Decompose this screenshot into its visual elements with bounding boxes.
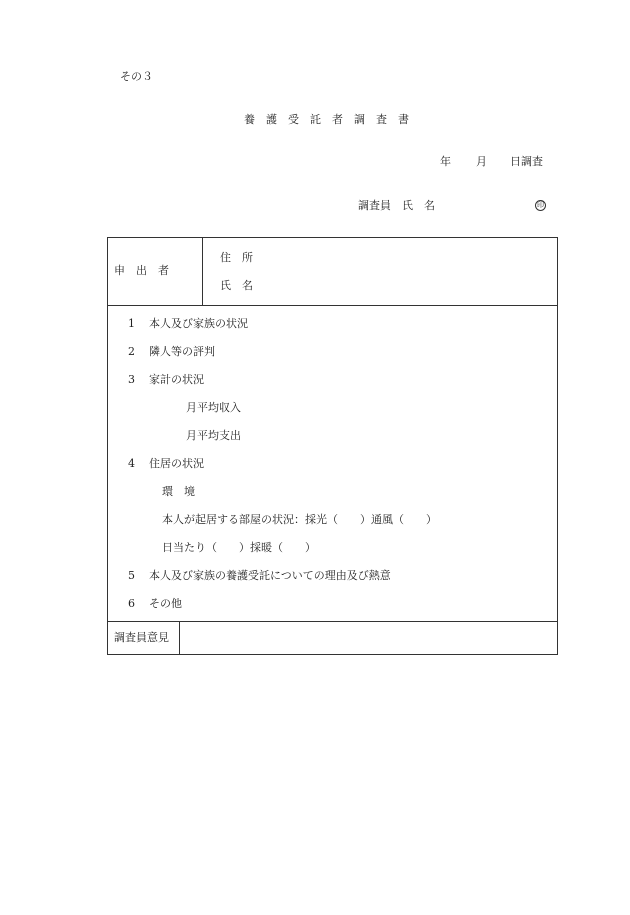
item-number: 2 (128, 345, 135, 358)
item-number: 3 (128, 373, 135, 386)
item-household-finances: 家計の状況 (149, 373, 204, 386)
sunlight-heating-label: 日当たり（ ）採暖（ ） (162, 541, 316, 554)
item-family-status: 本人及び家族の状況 (149, 317, 248, 330)
room-conditions-label: 本人が起居する部屋の状況：採光（ ）通風（ ） (162, 513, 437, 526)
item-number: 1 (128, 317, 135, 330)
row-divider (107, 305, 558, 306)
column-divider (202, 237, 203, 305)
title-char: 受 (288, 113, 299, 126)
page-title (244, 114, 420, 125)
item-number: 5 (128, 569, 135, 582)
investigator-name-label: 氏 名 (402, 199, 435, 212)
item-foster-motivation: 本人及び家族の養護受託についての理由及び熱意 (149, 569, 391, 582)
item-housing-status: 住居の状況 (149, 457, 204, 470)
investigator-opinion-label: 調査員意見 (114, 631, 169, 644)
monthly-expense-label: 月平均支出 (186, 429, 241, 442)
date-month: 月 (476, 155, 487, 168)
title-char: 査 (376, 113, 387, 126)
title-char: 書 (398, 113, 409, 126)
environment-label: 環 境 (162, 485, 195, 498)
date-day: 日調査 (510, 155, 543, 168)
row-divider (107, 621, 558, 622)
item-other: その他 (149, 597, 182, 610)
date-year: 年 (440, 155, 451, 168)
item-neighbor-reputation: 隣人等の評判 (149, 345, 215, 358)
title-char: 護 (266, 113, 277, 126)
title-char: 調 (354, 113, 365, 126)
monthly-income-label: 月平均収入 (186, 401, 241, 414)
form-number: その３ (120, 70, 153, 83)
item-number: 6 (128, 597, 135, 610)
title-char: 者 (332, 113, 343, 126)
column-divider (179, 621, 180, 655)
title-char: 養 (244, 113, 255, 126)
applicant-label: 申 出 者 (114, 264, 169, 277)
address-label: 住 所 (220, 251, 253, 264)
investigation-form-table (107, 237, 558, 655)
investigator-label: 調査員 (358, 199, 391, 212)
applicant-name-label: 氏 名 (220, 279, 253, 292)
item-number: 4 (128, 457, 135, 470)
seal-mark: 印 (537, 201, 544, 209)
investigator-opinion-field[interactable] (186, 625, 552, 651)
title-char: 託 (310, 113, 321, 126)
